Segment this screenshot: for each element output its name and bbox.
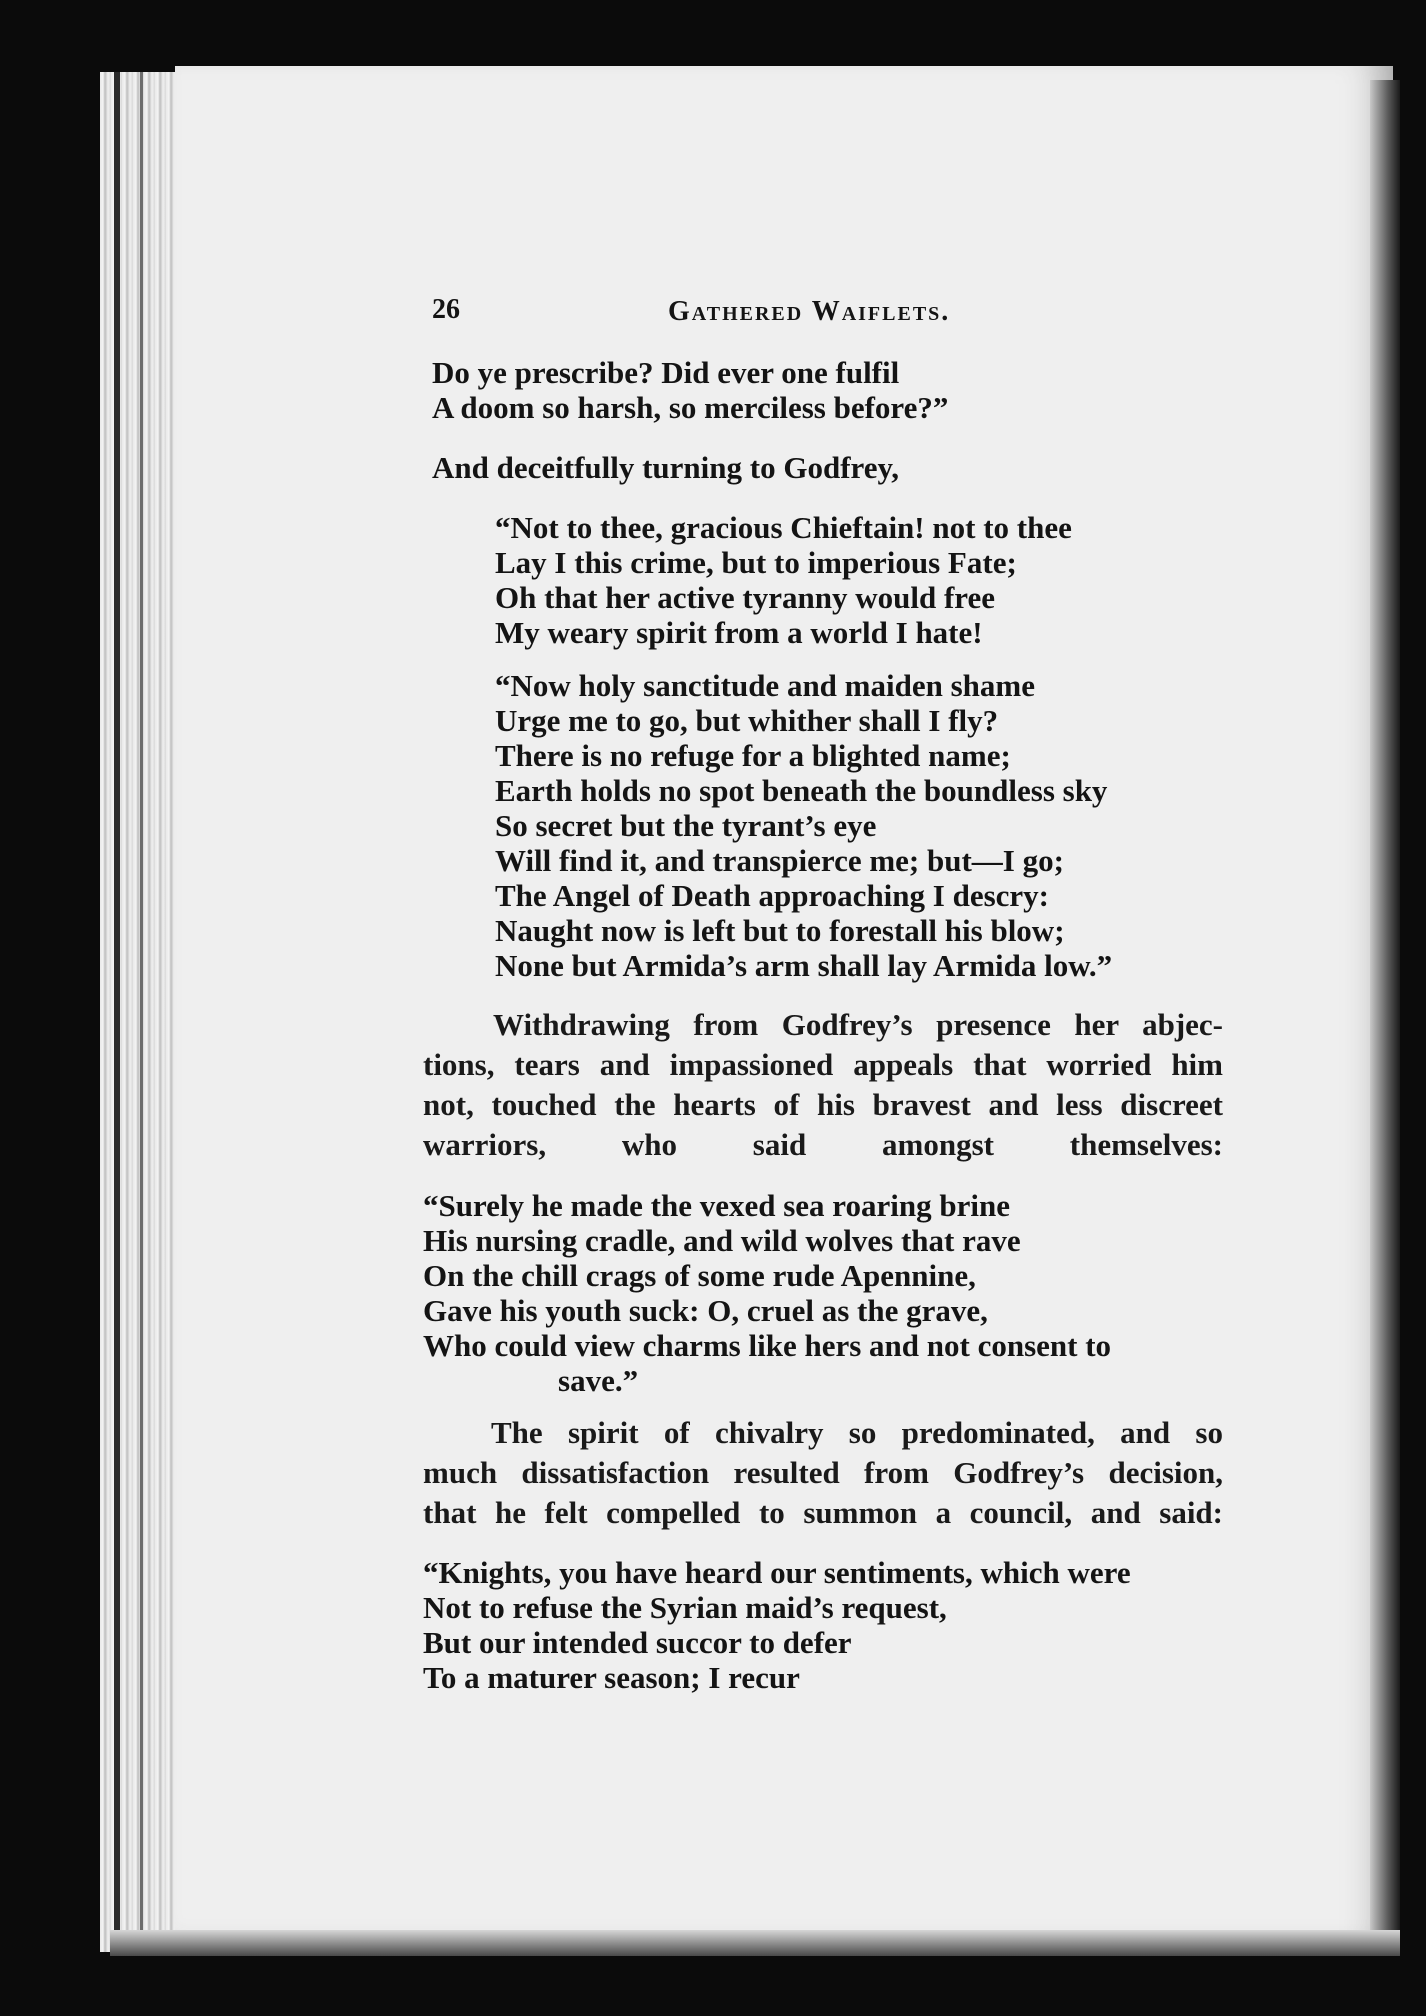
verse-line: On the chill crags of some rude Apennine, [423,1258,976,1293]
verse-line: Who could view charms like hers and not consent to [423,1328,1112,1363]
verse-line: Will find it, and transpierce me; but—I go; [495,843,1064,878]
paragraph-line: that he felt compelled to summon a council, and said: [423,1495,1223,1530]
page-right-shadow [1370,80,1400,1940]
verse-block-3 [495,668,1112,983]
paragraph-line: Withdrawing from Godfrey’s presence her abjec- [493,1007,1223,1042]
verse-line: “Knights, you have heard our sentiments, which were [423,1555,1131,1590]
paragraph-line: tions, tears and impassioned appeals that worried him [423,1047,1223,1082]
paragraph-line: The spirit of chivalry so predominated, and so [491,1415,1223,1450]
paragraph-line: not, touched the hearts of his bravest and less discreet [423,1087,1223,1122]
verse-line: So secret but the tyrant’s eye [495,808,877,843]
verse-line: Not to refuse the Syrian maid’s request, [423,1590,947,1625]
running-title: Gathered Waiflets. [668,296,951,327]
page-number: 26 [432,294,460,325]
verse-line: My weary spirit from a world I hate! [495,615,983,650]
paragraph-line: warriors, who said amongst themselves: [423,1127,1223,1162]
verse-line: The Angel of Death approaching I descry: [495,878,1050,913]
verse-line: Lay I this crime, but to imperious Fate; [495,545,1017,580]
prose-paragraph-1 [423,1005,1223,1165]
narrative-line [432,450,899,485]
prose-paragraph-2 [423,1413,1223,1533]
narrative-text: And deceitfully turning to Godfrey, [432,450,900,485]
verse-line: Naught now is left but to forestall his blow; [495,913,1065,948]
verse-line: “Surely he made the vexed sea roaring brine [423,1188,1010,1223]
verse-block-2 [495,510,1072,650]
verse-line: His nursing cradle, and wild wolves that rave [423,1223,1021,1258]
verse-line: None but Armida’s arm shall lay Armida low.” [495,948,1113,983]
verse-line: To a maturer season; I recur [423,1660,800,1695]
verse-line: Earth holds no spot beneath the boundless sky [495,773,1108,808]
verse-line: But our intended succor to defer [423,1625,852,1660]
verse-line: There is no refuge for a blighted name; [495,738,1011,773]
verse-line: Gave his youth suck: O, cruel as the grave, [423,1293,988,1328]
verse-line: save.” [558,1363,639,1398]
paragraph-line: much dissatisfaction resulted from Godfrey’s decision, [423,1455,1223,1490]
verse-line: Urge me to go, but whither shall I fly? [495,703,999,738]
page-bottom-shadow [110,1930,1400,1956]
verse-block-1 [432,355,948,425]
verse-line: “Now holy sanctitude and maiden shame [495,668,1035,703]
verse-line: “Not to thee, gracious Chieftain! not to thee [495,510,1072,545]
verse-block-4 [423,1188,1111,1398]
verse-line: Do ye prescribe? Did ever one fulfil [432,355,900,390]
verse-block-5 [423,1555,1131,1695]
verse-line: Oh that her active tyranny would free [495,580,995,615]
verse-line: A doom so harsh, so merciless before?” [432,390,949,425]
